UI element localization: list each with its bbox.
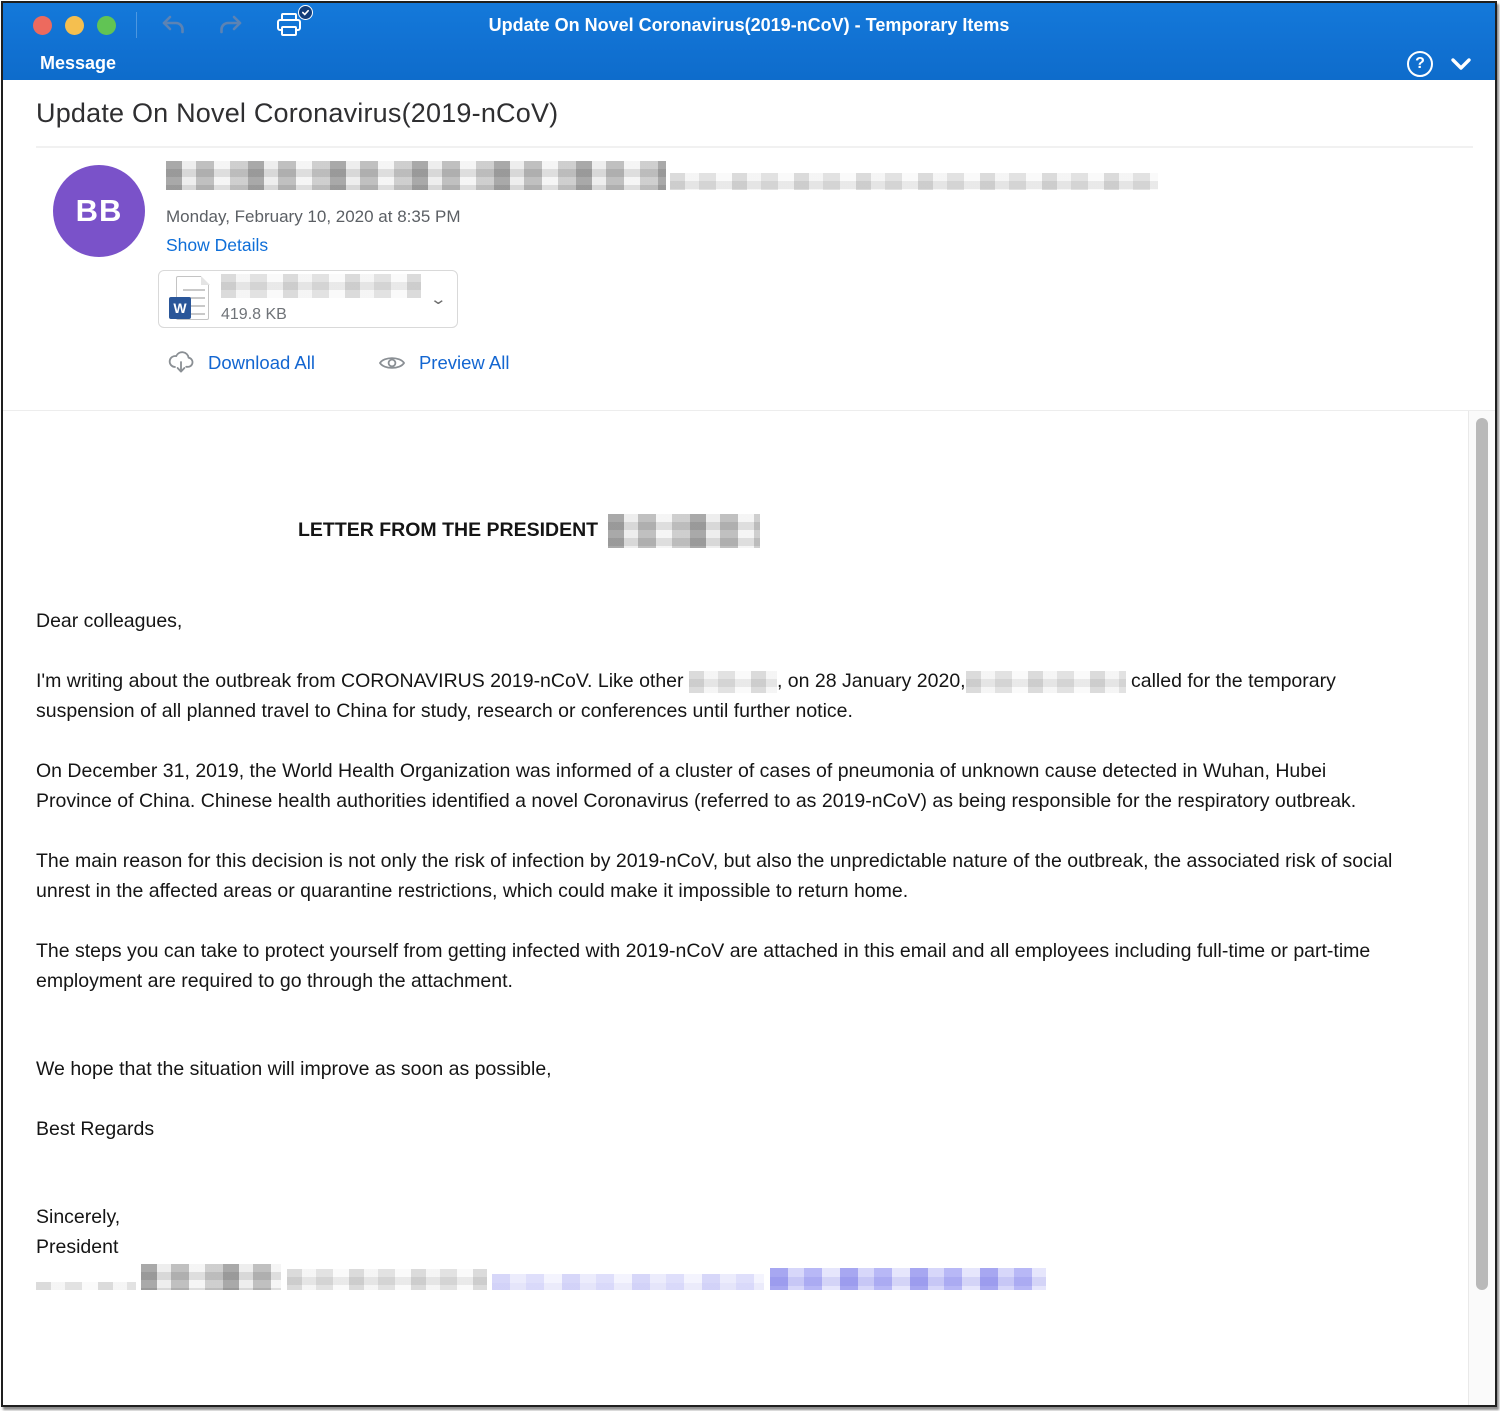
attachment-chip[interactable]	[158, 270, 458, 328]
redacted-sender-address	[670, 173, 1158, 190]
paragraph-2: On December 31, 2019, the World Health Organization was informed of a cluster of cases of pneumonia of unknown cause detected in Wuhan, Hubei Province of China. Chinese health authorities identified a novel Coronavirus (referred to as 2019-nCoV) as being responsible for the respiratory outbreak.	[36, 760, 1357, 812]
letter-heading-text: LETTER FROM THE PRESIDENT	[298, 519, 599, 542]
redacted-signature-line-2	[141, 1264, 281, 1290]
letter-heading	[298, 514, 1405, 548]
subject-line: Update On Novel Coronavirus(2019-nCoV)	[36, 98, 559, 128]
signature-block	[36, 1262, 1405, 1299]
window-title: Update On Novel Coronavirus(2019-nCoV) - Temporary Items	[488, 14, 1010, 35]
print-icon[interactable]	[271, 10, 307, 40]
undo-icon[interactable]	[155, 10, 191, 40]
paragraph-1-text-b: , on 28 January 2020,	[776, 670, 966, 692]
scrollbar-thumb[interactable]	[1476, 418, 1488, 1290]
redacted-signature-line-3	[287, 1269, 487, 1290]
signoff-block	[36, 1202, 1405, 1262]
paragraph-1-text-a: I'm writing about the outbreak from CORONAVIRUS 2019-nCoV. Like other	[36, 670, 689, 692]
attachment-expand-chevron-icon[interactable]: ⌄	[429, 291, 448, 308]
greeting: Dear colleagues,	[36, 610, 183, 632]
paragraph-1-text-c: called for the temporary suspension of all planned travel to China for study, research or conferences until further notice.	[36, 670, 1336, 722]
attachment-size: 419.8 KB	[221, 306, 287, 323]
sender-block	[36, 161, 1495, 256]
subject-divider	[36, 146, 1473, 148]
redacted-signature-link-1	[492, 1274, 764, 1290]
paragraph-3: The main reason for this decision is not only the risk of infection by 2019-nCoV, but also the unpredictable nature of the outbreak, the associated risk of social unrest in the affected areas or quarantine restrictions, which could make it impossible to return home.	[36, 850, 1393, 902]
best-regards-line: Best Regards	[36, 1118, 155, 1140]
show-details-link[interactable]: Show Details	[166, 235, 269, 255]
email-window	[1, 1, 1497, 1407]
message-date: Monday, February 10, 2020 at 8:35 PM	[166, 207, 461, 226]
minimize-button[interactable]	[65, 16, 84, 35]
redacted-organization-name	[608, 514, 760, 548]
redo-icon[interactable]	[213, 10, 249, 40]
president-line: President	[36, 1236, 119, 1258]
ribbon-bar	[3, 47, 1495, 80]
word-document-icon: W	[169, 276, 211, 322]
zoom-button[interactable]	[97, 16, 116, 35]
redacted-inline-1	[689, 671, 777, 693]
redacted-signature-line-1	[36, 1282, 136, 1290]
eye-preview-icon	[377, 352, 407, 374]
download-all-button[interactable]	[166, 350, 315, 376]
print-check-badge	[298, 5, 313, 20]
sender-avatar: BB	[53, 165, 145, 257]
tab-message[interactable]: Message	[40, 53, 117, 73]
preview-all-button[interactable]	[377, 352, 509, 374]
redacted-inline-2	[966, 671, 1126, 693]
help-icon[interactable]: ?	[1407, 51, 1433, 77]
sincerely-line: Sincerely,	[36, 1206, 121, 1228]
vertical-scrollbar[interactable]	[1468, 411, 1495, 1407]
preview-all-label: Preview All	[418, 352, 510, 373]
message-body	[3, 411, 1495, 1407]
redacted-attachment-filename	[221, 274, 421, 298]
closing-line: We hope that the situation will improve as soon as possible,	[36, 1058, 552, 1080]
redacted-signature-link-2	[770, 1268, 1046, 1290]
title-bar	[3, 3, 1495, 47]
toolbar-separator	[136, 12, 137, 38]
traffic-lights	[33, 16, 116, 35]
paragraph-4: The steps you can take to protect yourself from getting infected with 2019-nCoV are attached in this email and all employees including full-time or part-time employment are required to go through the attachment.	[36, 940, 1371, 992]
collapse-ribbon-chevron-icon[interactable]	[1449, 56, 1473, 72]
cloud-download-icon	[166, 350, 196, 376]
download-all-label: Download All	[208, 352, 315, 373]
close-button[interactable]	[33, 16, 52, 35]
message-header	[3, 80, 1495, 411]
paragraph-1	[36, 666, 1405, 726]
redacted-sender-name	[166, 161, 666, 190]
